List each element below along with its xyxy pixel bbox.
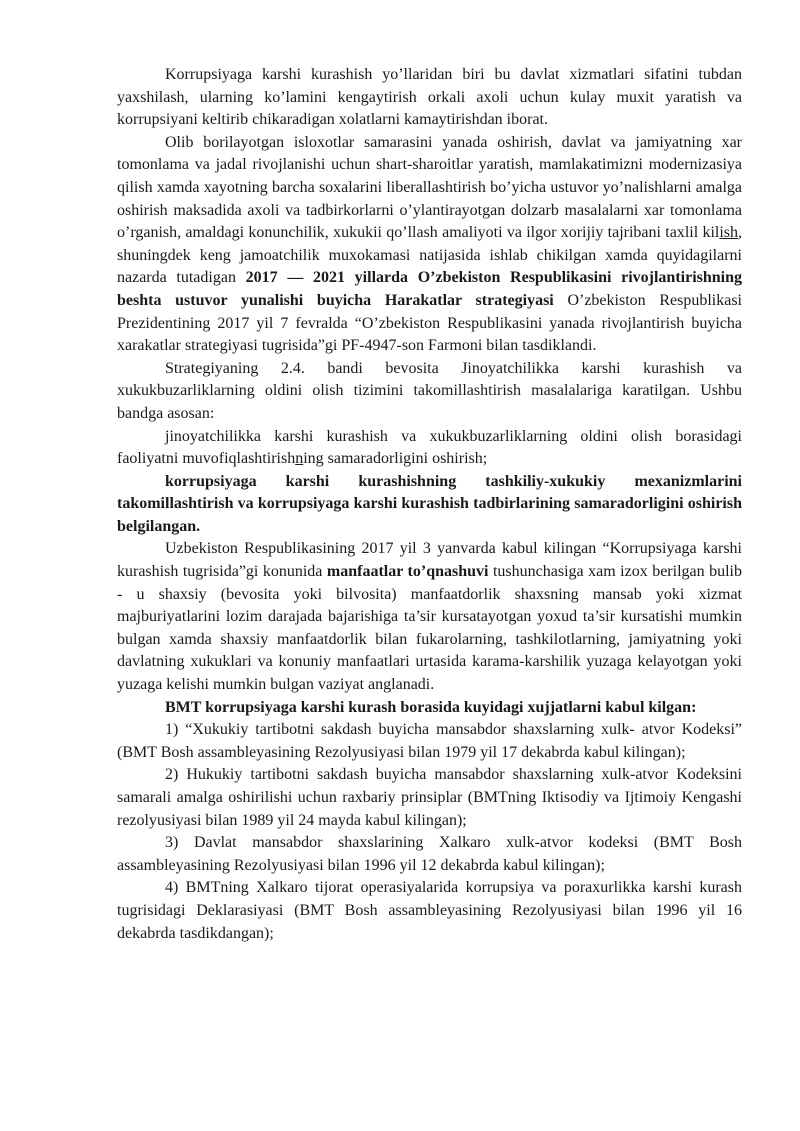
conflict-text-a: Uzbekiston Respublikasining 2017 yil 3 yanvarda kabul kilingan “Korrupsiyaga karshi kurashish tugrisida”gi konunida xyxy=(117,540,742,581)
anticorruption-bold-text: korrupsiyaga karshi kurashishning tashkiliy-xukukiy mexanizmlarini takomillashtirish va korrupsiyaga karshi kurashish tadbirlarining samaradorligini oshirish belgilangan. xyxy=(117,472,742,535)
paragraph-anticorruption-bold xyxy=(117,471,742,539)
paragraph-un-documents-heading xyxy=(117,697,742,720)
list-item-3: 3) Davlat mansabdor shaxslarining Xalkaro xulk-atvor kodeksi (BMT Bosh assambleyasining Rezolyusiyasi bilan 1996 yil 12 dekabrda kabul kilingan); xyxy=(117,834,742,874)
list-item-4: 4) BMTning Xalkaro tijorat operasiyalarida korrupsiya va poraxurlikka karshi kurash tugrisidagi Deklarasiyasi (BMT Bosh assambleyasining Rezolyusiyasi bilan 1996 yil 16 dekabrda tasdikdangan); xyxy=(117,879,742,942)
un-documents-heading-bold: BMT korrupsiyaga karshi kurash borasida kuyidagi xujjatlarni kabul kilgan: xyxy=(165,698,697,716)
strategy-title-bold: 2017 — 2021 yillarda O’zbekiston Respublikasini rivojlantirishning beshta ustuvor yunalishi buyicha Harakatlar strategiyasi xyxy=(117,269,743,309)
paragraph-intro: Korrupsiyaga karshi kurashish yo’llaridan biri bu davlat xizmatlari sifatini tubdan yaxshilash, ularning ko’lamini kengaytirish orkali axoli uchun kulay muxit yaratish va korrupsiyani keltirib chikaradigan xolatlarni kamaytirishdan iborat. xyxy=(117,66,742,129)
paragraph-conflict-of-interest xyxy=(117,538,742,696)
paragraph-strategy xyxy=(117,132,742,358)
crime-text-b: ing samaradorligini oshirish; xyxy=(303,450,488,468)
list-item-2: 2) Hukukiy tartibotni sakdash buyicha mansabdor shaxslarning xulk-atvor Kodeksini samarali amalga oshirilishi uchun raxbariy prinsiplar (BMTning Iktisodiy va Ijtimoiy Kengashi rezolyusiyasi bilan 1989 yil 24 mayda kabul kilingan); xyxy=(117,766,742,829)
conflict-term-bold: manfaatlar to’qnashuvi xyxy=(326,563,489,581)
paragraph-crime-prevention xyxy=(117,426,742,471)
strategy-text-b: , shuningdek keng jamoatchilik muxokamasi natijasida ishlab chikilgan xamda quyidagilarni nazarda tutadigan xyxy=(117,224,742,287)
crime-underlined: n xyxy=(295,450,304,468)
strategy-text-c: O’zbekiston Respublikasi Prezidentining 2017 yil 7 fevralda “O’zbekiston Respublikasini yanada rivojlantirish buyicha xarakatlar strategiyasi tugrisida”gi PF-4947-son Farmoni bilan tasdiklandi. xyxy=(117,291,742,355)
paragraph-section-2-4: Strategiyaning 2.4. bandi bevosita Jinoyatchilikka karshi kurashish va xukukbuzarliklarning oldini olish tizimini takomillashtirish masalalariga karatilgan. Ushbu bandga asosan: xyxy=(117,359,742,422)
conflict-text-b: tushunchasiga xam izox berilgan bulib - u shaxsiy (bevosita yoki bilvosita) manfaatdorlik shaxsning mansab yoki xizmat majburiyatlarini lozim darajada bajarishiga ta’sir kursatayotgan yoxud ta’sir kursatishi mumkin bulgan xamda shaxsiy manfaatdorlik bilan fukarolarning, tashkilotlarning, jamiyatning yoki davlatning xukuklari va konuniy manfaatlari urtasida karama-karshilik yuzaga kelayotgan yoki yuzaga kelishi mumkin bulgan vaziyat anglanadi. xyxy=(117,563,742,694)
strategy-text-a: Olib borilayotgan isloxotlar samarasini yanada oshirish, davlat va jamiyatning xar tomonlama va jadal rivojlanishi uchun shart-sharoitlar yaratish, mamlakatimizni modernizasiya qilish xamda xayotning barcha soxalarini liberallashtirish bo’yicha ustuvor yo’nalishlarni amalga oshirish maksadida axoli va tadbirkorlarni o’ylantirayotgan dolzarb masalalarni xar tomonlama o’rganish, amaldagi konunchilik, xukukii qo’llash amaliyoti va ilgor xorijiy tajribani taxlil kil xyxy=(117,133,742,242)
list-item-1: 1) “Xukukiy tartibotni sakdash buyicha mansabdor shaxslarning xulk- atvor Kodeksi” (BMT Bosh assambleyasining Rezolyusiyasi bilan 1979 yil 17 dekabrda kabul kilingan); xyxy=(117,721,742,761)
strategy-underlined: ish xyxy=(719,224,738,242)
crime-text-a: jinoyatchilikka karshi kurashish va xukukbuzarliklarning oldini olish borasidagi faoliyatni muvofiqlashtirish xyxy=(117,427,742,468)
